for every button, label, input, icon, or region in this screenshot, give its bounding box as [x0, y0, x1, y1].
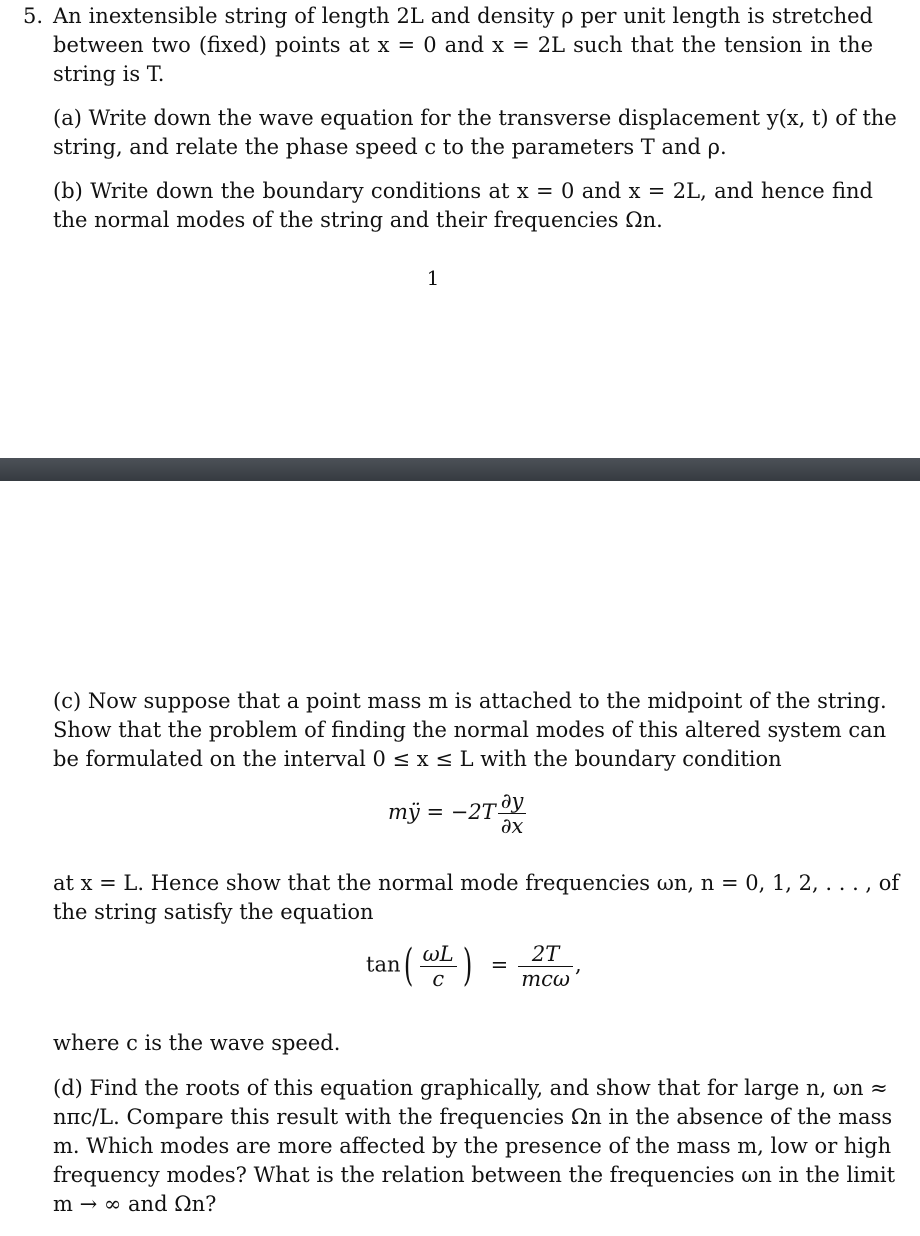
eq2-equals: =: [490, 952, 509, 977]
eq2-arg-numerator: ωL: [420, 942, 457, 967]
problem-intro: [53, 2, 873, 89]
eq1-lhs: mÿ = −2T: [388, 800, 496, 824]
after-eq1-line-1: at x = L. Hence show that the normal mode frequencies ωn, n = 0, 1, 2, . . . , of: [53, 871, 900, 895]
after-eq1-text: [53, 869, 900, 927]
page-2: [0, 481, 920, 1236]
part-a-line-1: (a) Write down the wave equation for the transverse displacement y(x, t) of the: [53, 106, 897, 130]
part-a: [53, 104, 897, 162]
part-d-line-1: (d) Find the roots of this equation graphically, and show that for large n, ωn ≈: [53, 1076, 888, 1100]
part-c-line-1: (c) Now suppose that a point mass m is attached to the midpoint of the string.: [53, 689, 887, 713]
part-b: [53, 177, 873, 235]
part-d-line-2: nπc/L. Compare this result with the frequencies Ωn in the absence of the mass: [53, 1105, 893, 1129]
wave-speed-text: [53, 1029, 873, 1058]
page-separator: [0, 458, 920, 481]
frequency-equation: [366, 941, 582, 991]
part-c: [53, 687, 887, 774]
part-c-line-3: be formulated on the interval 0 ≤ x ≤ L with the boundary condition: [53, 747, 782, 771]
page-1: [0, 0, 920, 458]
question-number: 5.: [23, 4, 44, 28]
intro-line-2: between two (fixed) points at x = 0 and x = 2L such that the tension in the: [53, 33, 873, 57]
after-eq1-line-2: the string satisfy the equation: [53, 900, 374, 924]
eq2-tan: tan: [366, 952, 401, 977]
intro-line-3: string is T.: [53, 62, 165, 86]
eq2-rhs-numerator: 2T: [518, 942, 573, 967]
part-a-line-2: string, and relate the phase speed c to the parameters T and ρ.: [53, 135, 727, 159]
intro-line-1: An inextensible string of length 2L and density ρ per unit length is stretched: [53, 4, 873, 28]
part-d-line-5: m → ∞ and Ωn?: [53, 1192, 217, 1216]
eq2-trailing-comma: ,: [575, 952, 582, 977]
boundary-condition-equation: [388, 789, 528, 838]
part-d: [53, 1074, 896, 1219]
part-b-line-1: (b) Write down the boundary conditions at x = 0 and x = 2L, and hence find: [53, 179, 873, 203]
part-c-line-2: Show that the problem of finding the normal modes of this altered system can: [53, 718, 887, 742]
eq1-fraction: [498, 789, 527, 838]
eq2-rhs-denominator: mcω: [521, 966, 571, 991]
part-d-line-3: m. Which modes are more affected by the presence of the mass m, low or high: [53, 1134, 892, 1158]
eq1-numerator: ∂y: [498, 789, 527, 814]
part-b-line-2: the normal modes of the string and their frequencies Ωn.: [53, 208, 663, 232]
wave-speed-line: where c is the wave speed.: [53, 1031, 341, 1055]
eq2-left-paren: (: [404, 940, 414, 991]
part-d-line-4: frequency modes? What is the relation between the frequencies ωn in the limit: [53, 1163, 896, 1187]
eq2-arg-fraction: [420, 942, 457, 991]
eq2-right-paren: ): [462, 940, 473, 991]
eq2-arg-denominator: c: [432, 966, 445, 991]
eq1-denominator: ∂x: [500, 814, 524, 838]
eq2-rhs-fraction: [518, 942, 573, 991]
page-number: 1: [426, 266, 440, 290]
